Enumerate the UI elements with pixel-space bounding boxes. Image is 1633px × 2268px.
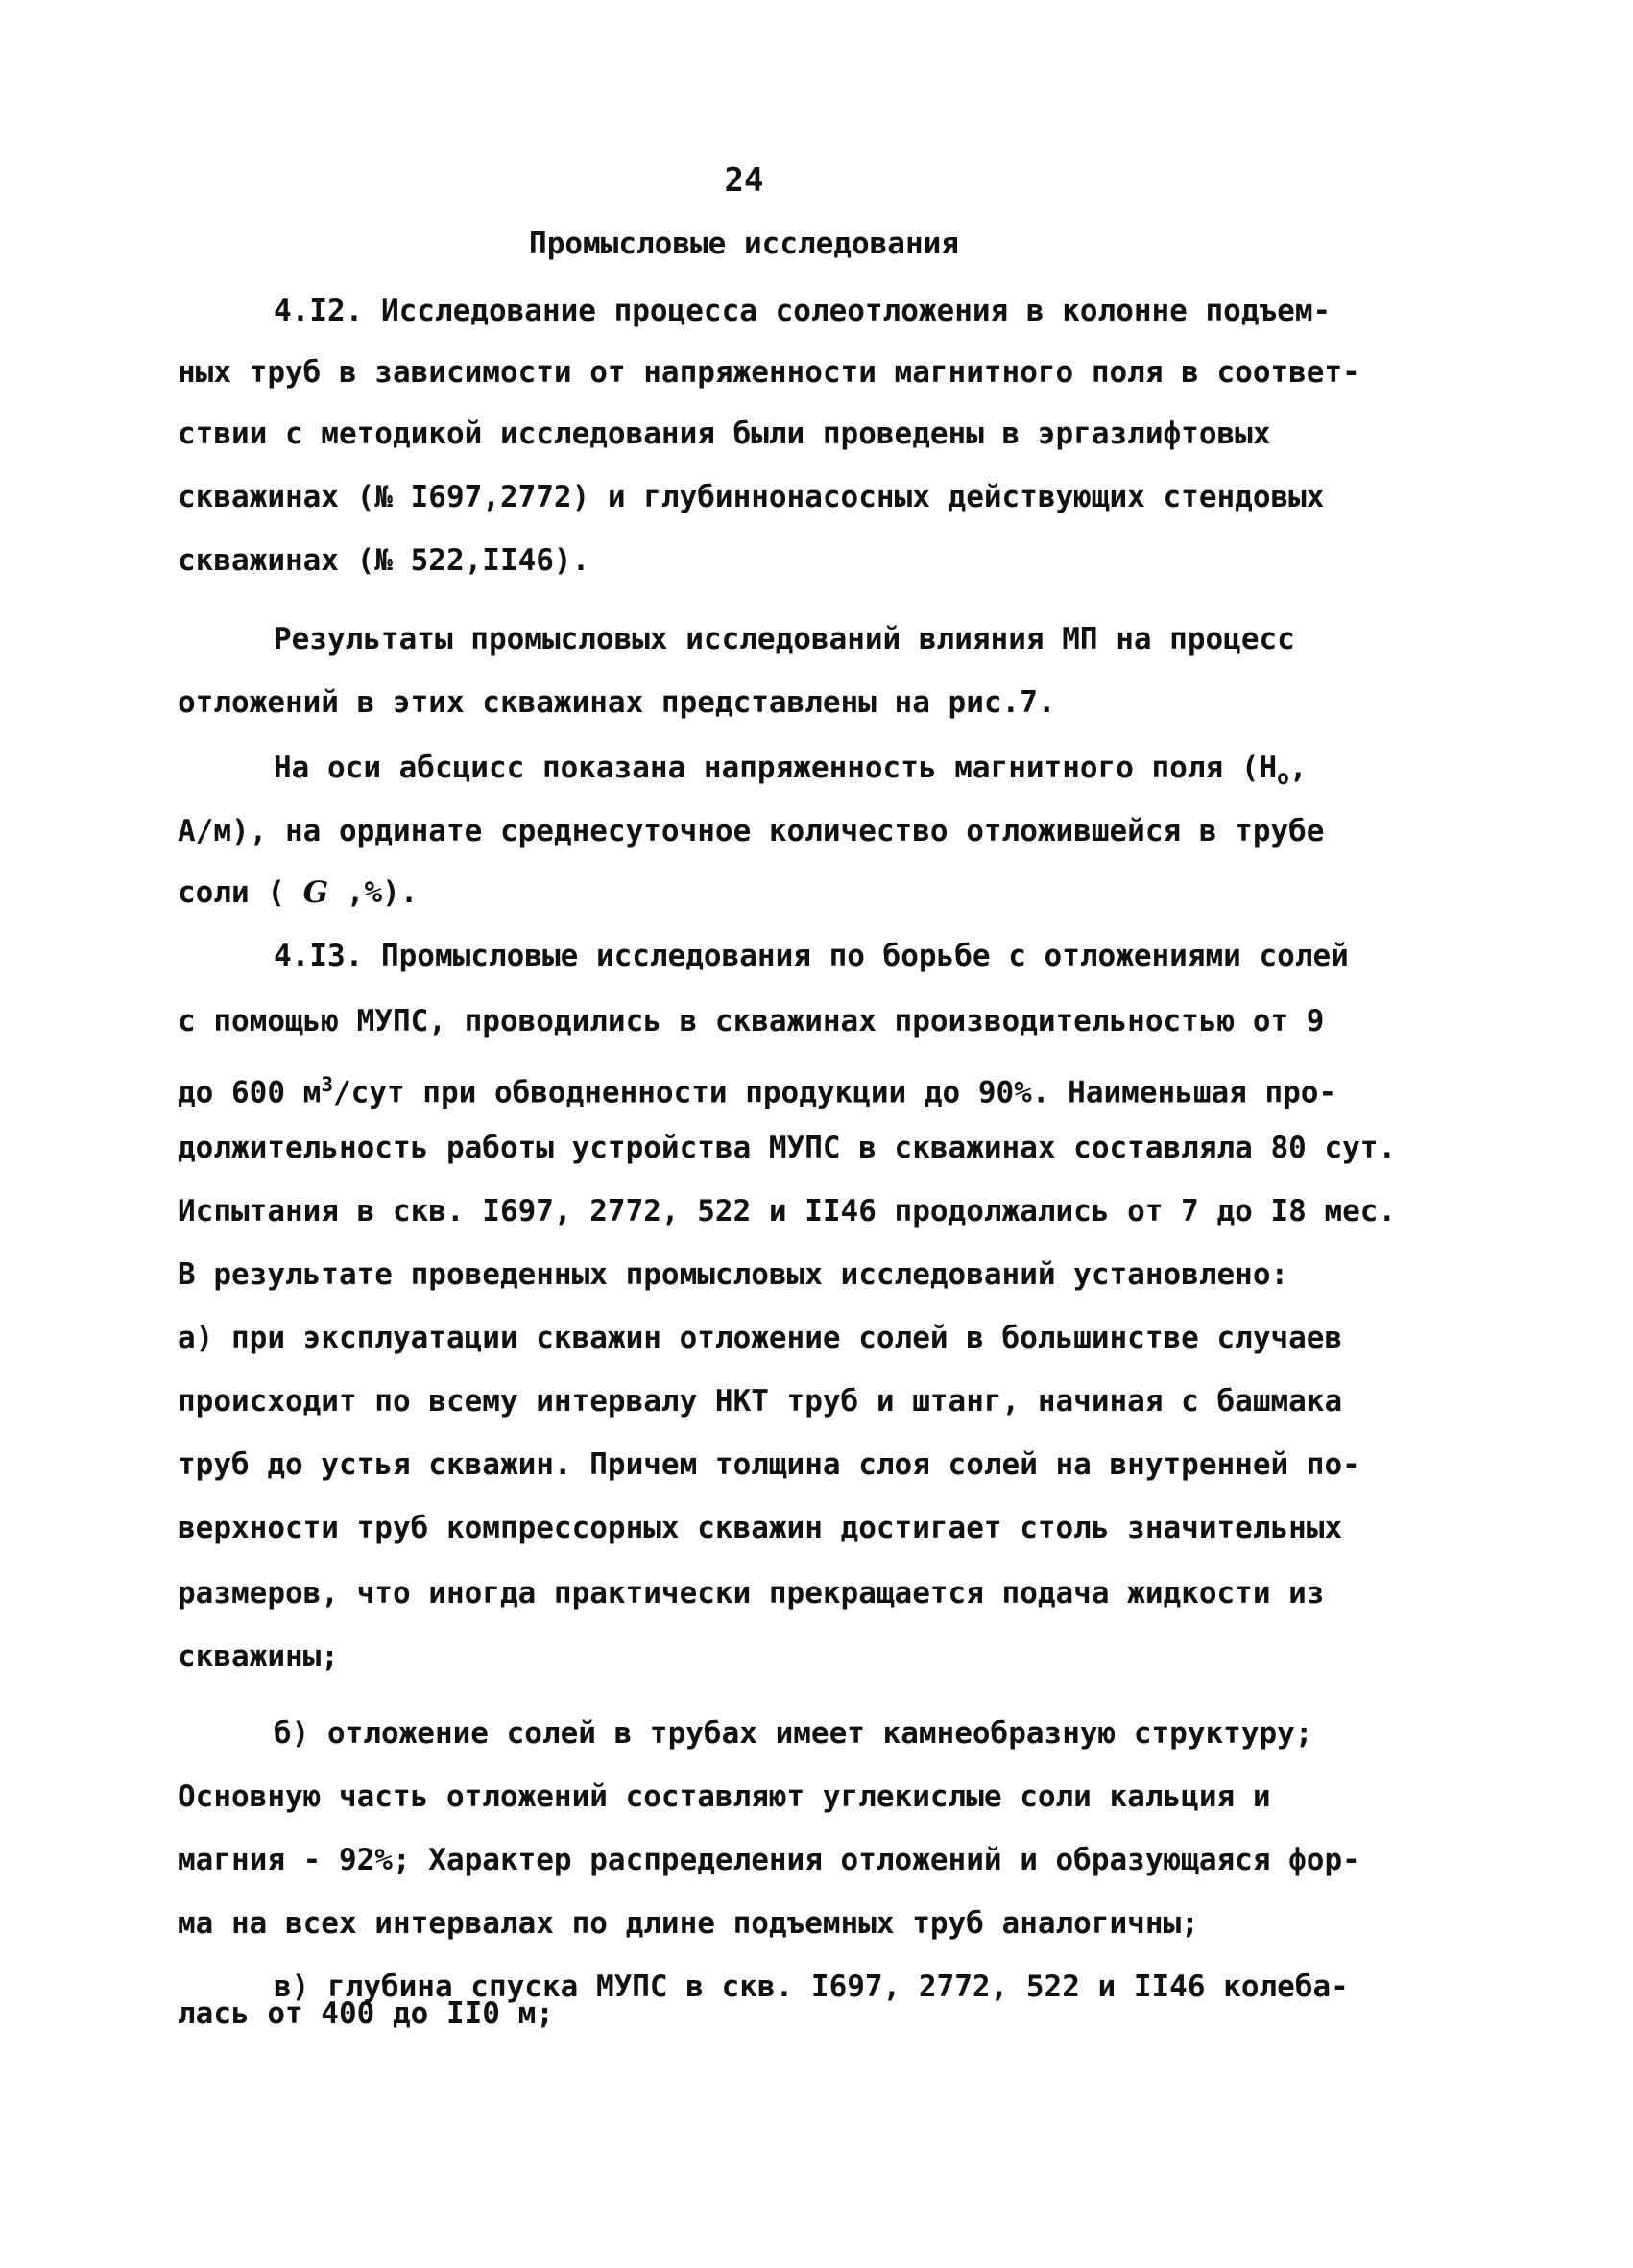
- paragraph-4-12-line: ствии с методикой исследования были проведены в эргазлифтовых: [178, 417, 1271, 451]
- paragraph-4-13-line: В результате проведенных промысловых исследований установлено:: [178, 1257, 1289, 1292]
- list-item-a-line: размеров, что иногда практически прекращается подача жидкости из: [178, 1576, 1325, 1611]
- axes-text: ,: [1288, 751, 1308, 785]
- list-item-a-line: происходит по всему интервалу НКТ труб и штанг, начиная с башмака: [178, 1384, 1343, 1419]
- paragraph-4-13-line: Испытания в скв. I697, 2772, 522 и II46 продолжались от 7 до I8 мес.: [178, 1194, 1397, 1229]
- results-paragraph-line: Результаты промысловых исследований влияния МП на процесс: [274, 622, 1295, 657]
- list-item-b-line: магния - 92%; Характер распределения отложений и образующаяся фор-: [178, 1843, 1360, 1877]
- list-item-c-line: лась от 400 до II0 м;: [178, 1996, 554, 2031]
- list-item-b-line: б) отложение солей в трубах имеет камнеобразную структуру;: [274, 1716, 1313, 1751]
- axes-paragraph-line: [274, 749, 1598, 797]
- h-subscript: o: [1277, 766, 1289, 790]
- paragraph-4-12-line: скважинах (№ 522,II46).: [178, 543, 590, 578]
- paragraph-4-13-line: 4.I3. Промысловые исследования по борьбе с отложениями солей: [274, 939, 1349, 973]
- paragraph-4-13-line: должительность работы устройства МУПС в скважинах составляла 80 сут.: [178, 1131, 1397, 1165]
- page-number: 24: [724, 161, 764, 200]
- cubic-superscript: 3: [321, 1073, 333, 1096]
- axes-text: соли (: [178, 875, 303, 910]
- list-item-b-line: ма на всех интервалах по длине подъемных труб аналогичны;: [178, 1906, 1199, 1941]
- list-item-b-line: Основную часть отложений составляют углекислые соли кальция и: [178, 1779, 1271, 1814]
- axes-paragraph-line: А/м), на ординате среднесуточное количество отложившейся в трубе: [178, 814, 1325, 848]
- sigma-symbol: G: [302, 875, 329, 910]
- section-title: Промысловые исследования: [529, 227, 959, 261]
- p413-text: /сут при обводненности продукции до 90%. Наименьшая про-: [332, 1075, 1337, 1110]
- axes-text: ,%).: [328, 875, 419, 910]
- list-item-a-line: а) при эксплуатации скважин отложение солей в большинстве случаев: [178, 1321, 1343, 1355]
- axes-text: На оси абсцисс показана напряженность магнитного поля (H: [274, 751, 1278, 785]
- list-item-a-line: труб до устья скважин. Причем толщина слоя солей на внутренней по-: [178, 1447, 1360, 1482]
- results-paragraph-line: отложений в этих скважинах представлены на рис.7.: [178, 685, 1056, 720]
- paragraph-4-12-line: ных труб в зависимости от напряженности магнитного поля в соответ-: [178, 355, 1360, 390]
- list-item-a-line: верхности труб компрессорных скважин достигает столь значительных: [178, 1511, 1343, 1545]
- axes-paragraph-line: [178, 873, 1502, 912]
- paragraph-4-12-line: скважинах (№ I697,2772) и глубиннонасосных действующих стендовых: [178, 480, 1325, 514]
- paragraph-4-13-line: [178, 1065, 1502, 1111]
- list-item-c-line: в) глубина спуска МУПС в скв. I697, 2772, 522 и II46 колеба-: [274, 1970, 1349, 2004]
- p413-text: до 600 м: [178, 1075, 322, 1110]
- paragraph-4-13-line: с помощью МУПС, проводились в скважинах производительностью от 9: [178, 1004, 1325, 1039]
- list-item-a-line: скважины;: [178, 1639, 339, 1674]
- paragraph-4-12-line: 4.I2. Исследование процесса солеотложения в колонне подъем-: [274, 294, 1332, 328]
